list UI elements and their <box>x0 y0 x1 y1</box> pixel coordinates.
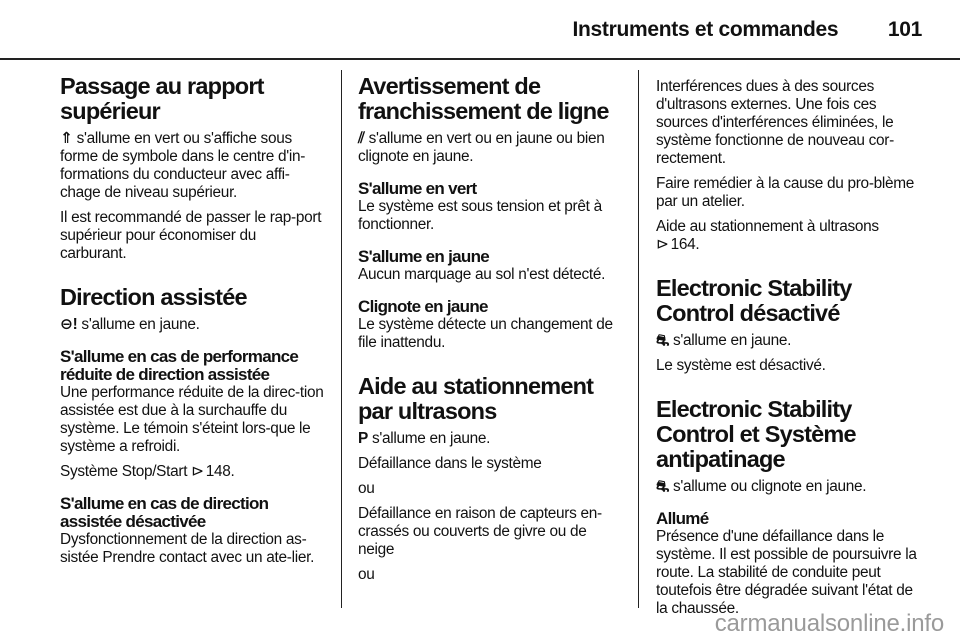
column-divider <box>341 70 342 608</box>
paragraph: Interférences dues à des sources d'ultrasons externes. Une fois ces sources d'interférences éliminées, le système fonctionne de nouveau cor-rectement. <box>656 78 894 167</box>
paragraph: ou <box>358 566 375 583</box>
paragraph: Le système détecte un changement de file inattendu. <box>358 316 613 351</box>
paragraph: ⛐ s'allume ou clignote en jaune. <box>656 478 867 495</box>
heading-steering: Direction assistée <box>60 284 247 310</box>
heading-esc-off: Electronic Stability Control désactivé <box>656 275 852 326</box>
reference-arrow-icon: ⊳ <box>656 236 669 253</box>
paragraph: Une performance réduite de la direc-tion assistée est due à la surchauffe du système. Le témoin s'éteint lors-que le système a refroidi. <box>60 384 324 455</box>
paragraph: Le système est sous tension et prêt à fonctionner. <box>358 198 602 233</box>
column-left <box>60 74 326 574</box>
section-title: Instruments et commandes <box>572 18 839 41</box>
paragraph: Présence d'une défaillance dans le système. Il est possible de poursuivre la route. La stabilité de conduite peut toutefois être dégradée suivant l'état de la chaussée. <box>656 528 917 617</box>
paragraph: Dysfonctionnement de la direction as-sistée Prendre contact avec un ate-lier. <box>60 531 315 566</box>
paragraph: P s'allume en jaune. <box>358 430 491 447</box>
page-reference[interactable]: 148. <box>205 463 235 480</box>
lane-departure-icon: ⫽ <box>358 130 365 147</box>
subheading-yellow: S'allume en jaune <box>358 247 490 266</box>
paragraph: Défaillance en raison de capteurs en-crassés ou couverts de givre ou de neige <box>358 505 602 558</box>
column-divider <box>638 70 639 608</box>
subheading-blink: Clignote en jaune <box>358 297 488 316</box>
heading-upshift: Passage au rapport supérieur <box>60 73 264 124</box>
parking-assist-icon: P <box>358 430 368 447</box>
upshift-icon: ⇑ <box>60 130 73 147</box>
paragraph: Aucun marquage au sol n'est détecté. <box>358 266 606 283</box>
paragraph: Système Stop/Start ⊳ 148. <box>60 463 235 480</box>
column-right <box>656 78 922 625</box>
page-header <box>572 18 922 48</box>
subheading-green: S'allume en vert <box>358 179 477 198</box>
paragraph: Le système est désactivé. <box>656 357 826 374</box>
paragraph: Aide au stationnement à ultrasons ⊳ 164. <box>656 218 879 253</box>
paragraph: Défaillance dans le système <box>358 455 542 472</box>
heading-lane: Avertissement de franchissement de ligne <box>358 73 609 124</box>
heading-esc-tc: Electronic Stability Control et Système antipatinage <box>656 396 856 472</box>
page-reference[interactable]: 164. <box>670 236 700 253</box>
paragraph: ⊖! s'allume en jaune. <box>60 316 200 333</box>
reference-arrow-icon: ⊳ <box>191 463 204 480</box>
header-rule <box>0 58 960 60</box>
paragraph: ou <box>358 480 375 497</box>
paragraph: ⫽ s'allume en vert ou en jaune ou bien clignote en jaune. <box>358 130 605 165</box>
subheading-deactivated: S'allume en cas de direction assistée désactivée <box>60 494 269 531</box>
paragraph: Faire remédier à la cause du pro-blème par un atelier. <box>656 175 915 210</box>
esc-traction-icon: ⛐ <box>656 478 669 495</box>
heading-park: Aide au stationnement par ultrasons <box>358 373 594 424</box>
watermark: carmanualsonline.info <box>714 610 944 637</box>
subheading-on: Allumé <box>656 509 709 528</box>
paragraph: ⛐ s'allume en jaune. <box>656 332 792 349</box>
steering-warning-icon: ⊖! <box>60 316 78 333</box>
subheading-reduced: S'allume en cas de performance réduite de direction assistée <box>60 347 299 384</box>
page-number: 101 <box>887 18 922 41</box>
paragraph: ⇑ s'allume en vert ou s'affiche sous forme de symbole dans le centre d'in-formations du conducteur avec affi-chage de niveau supérieur. <box>60 130 306 201</box>
column-middle <box>358 74 624 591</box>
paragraph: Il est recommandé de passer le rap-port supérieur pour économiser du carburant. <box>60 209 322 262</box>
esc-off-icon: ⛐ <box>656 332 669 349</box>
